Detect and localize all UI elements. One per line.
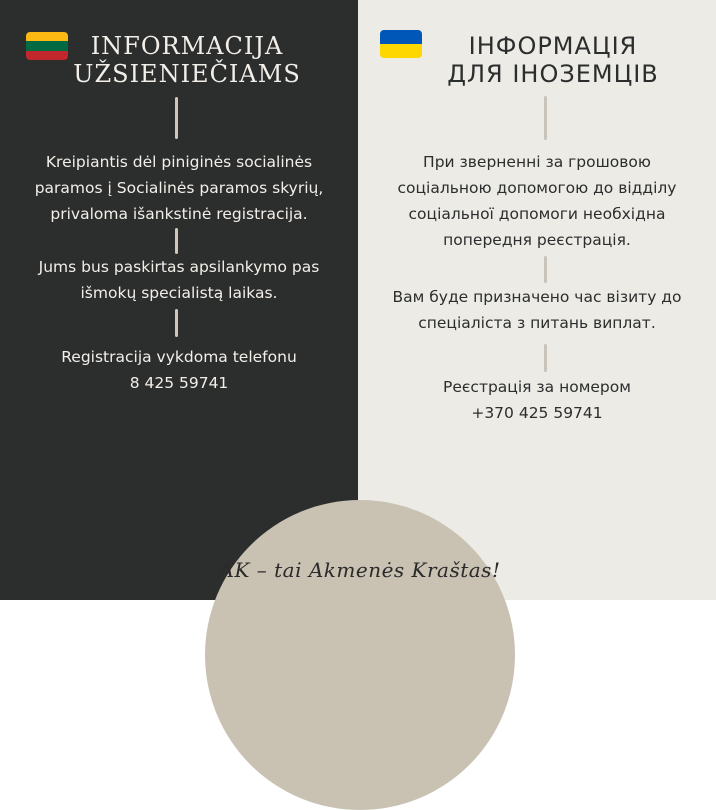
ukraine-flag-icon bbox=[380, 30, 422, 58]
lt-paragraph-registration bbox=[0, 149, 358, 227]
lt-title-line-1: INFORMACIJA bbox=[90, 32, 284, 60]
lt-paragraph-phone bbox=[0, 344, 358, 396]
ua-divider-2 bbox=[544, 256, 547, 283]
ua-title bbox=[418, 32, 688, 88]
lt-divider-2 bbox=[175, 228, 178, 254]
slogan-text: AK – tai Akmenės Kraštas! bbox=[219, 558, 501, 582]
lt-para1-line-2: paramos į Socialinės paramos skyrių, bbox=[34, 179, 324, 197]
lt-phone-number: 8 425 59741 bbox=[129, 374, 229, 392]
lt-para3-line-1: Registracija vykdoma telefonu bbox=[61, 348, 297, 366]
lt-para2-line-2: išmokų specialistą laikas. bbox=[80, 284, 278, 302]
lt-divider-3 bbox=[175, 309, 178, 337]
ua-paragraph-registration bbox=[358, 149, 716, 253]
ua-para1-line-2: соціальною допомогою до відділу bbox=[397, 179, 677, 197]
lt-para1-line-3: privaloma išankstinė registracija. bbox=[50, 205, 308, 223]
lt-title bbox=[72, 32, 302, 88]
ua-para1-line-4: попередня реєстрація. bbox=[443, 231, 631, 249]
ua-title-line-2: ДЛЯ ІНОЗЕМЦІВ bbox=[447, 60, 659, 88]
lt-para1-line-1: Kreipiantis dėl piniginės socialinės bbox=[45, 153, 313, 171]
ua-para2-line-2: спеціаліста з питань виплат. bbox=[418, 314, 656, 332]
lt-title-line-2: UŽSIENIEČIAMS bbox=[73, 60, 301, 88]
ua-phone-number: +370 425 59741 bbox=[471, 404, 603, 422]
ua-para1-line-1: При зверненні за грошовою bbox=[423, 153, 651, 171]
ua-divider-3 bbox=[544, 344, 547, 372]
ua-paragraph-appointment bbox=[358, 284, 716, 336]
lithuania-flag-icon bbox=[26, 32, 68, 60]
ua-para2-line-1: Вам буде призначено час візиту до bbox=[392, 288, 682, 306]
slogan-circle bbox=[205, 500, 515, 810]
ua-paragraph-phone bbox=[358, 374, 716, 426]
lt-para2-line-1: Jums bus paskirtas apsilankymo pas bbox=[38, 258, 320, 276]
ua-para1-line-3: соціальної допомоги необхідна bbox=[408, 205, 666, 223]
lt-paragraph-appointment bbox=[0, 254, 358, 306]
lt-divider-1 bbox=[175, 97, 178, 139]
ua-para3-line-1: Реєстрація за номером bbox=[443, 378, 631, 396]
ua-divider-1 bbox=[544, 96, 547, 140]
ua-title-line-1: ІНФОРМАЦІЯ bbox=[468, 32, 638, 60]
